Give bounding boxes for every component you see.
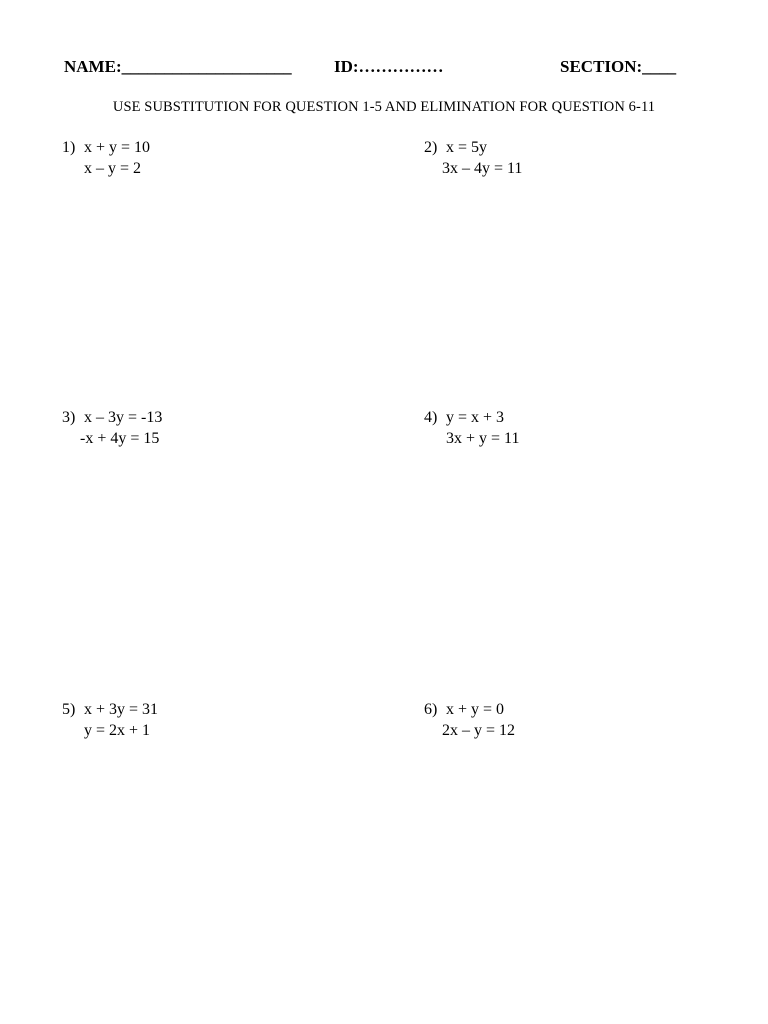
equation-2: 3x – 4y = 11 [442,160,523,177]
problem-second-line [424,720,515,741]
problem-first-line [424,137,522,158]
equation-2: 3x + y = 11 [446,430,520,447]
problem-second-line [62,158,150,179]
equation-2: 2x – y = 12 [442,722,516,739]
instructions: USE SUBSTITUTION FOR QUESTION 1-5 AND ELIMINATION FOR QUESTION 6-11 [112,99,656,115]
problem-first-line [62,407,162,428]
problem-6 [424,699,515,741]
equation-1: x = 5y [446,139,488,156]
problem-second-line [62,720,158,741]
problem-number: 1) [62,139,76,156]
problem-1 [62,137,150,179]
problem-5 [62,699,158,741]
problem-number: 4) [424,409,438,426]
problem-2 [424,137,522,179]
problem-first-line [424,407,519,428]
equation-1: x + y = 0 [446,701,505,718]
problem-number: 3) [62,409,76,426]
problem-second-line [424,158,522,179]
problem-first-line [62,699,158,720]
problem-second-line [424,428,519,449]
equation-1: x + 3y = 31 [84,701,159,718]
problem-3 [62,407,162,449]
equation-1: y = x + 3 [446,409,505,426]
problem-first-line [62,137,150,158]
equation-1: x + y = 10 [84,139,151,156]
problem-number: 5) [62,701,76,718]
problem-4 [424,407,519,449]
equation-2: -x + 4y = 15 [80,430,160,447]
equation-2: y = 2x + 1 [84,722,151,739]
problem-first-line [424,699,515,720]
equation-1: x – 3y = -13 [84,409,163,426]
equation-2: x – y = 2 [84,160,142,177]
problem-number: 2) [424,139,438,156]
id-field[interactable]: ID:…………… [334,57,444,76]
problem-second-line [62,428,162,449]
section-field[interactable]: SECTION:____ [560,57,677,76]
name-field[interactable]: NAME:____________________ [64,57,292,76]
problem-number: 6) [424,701,438,718]
